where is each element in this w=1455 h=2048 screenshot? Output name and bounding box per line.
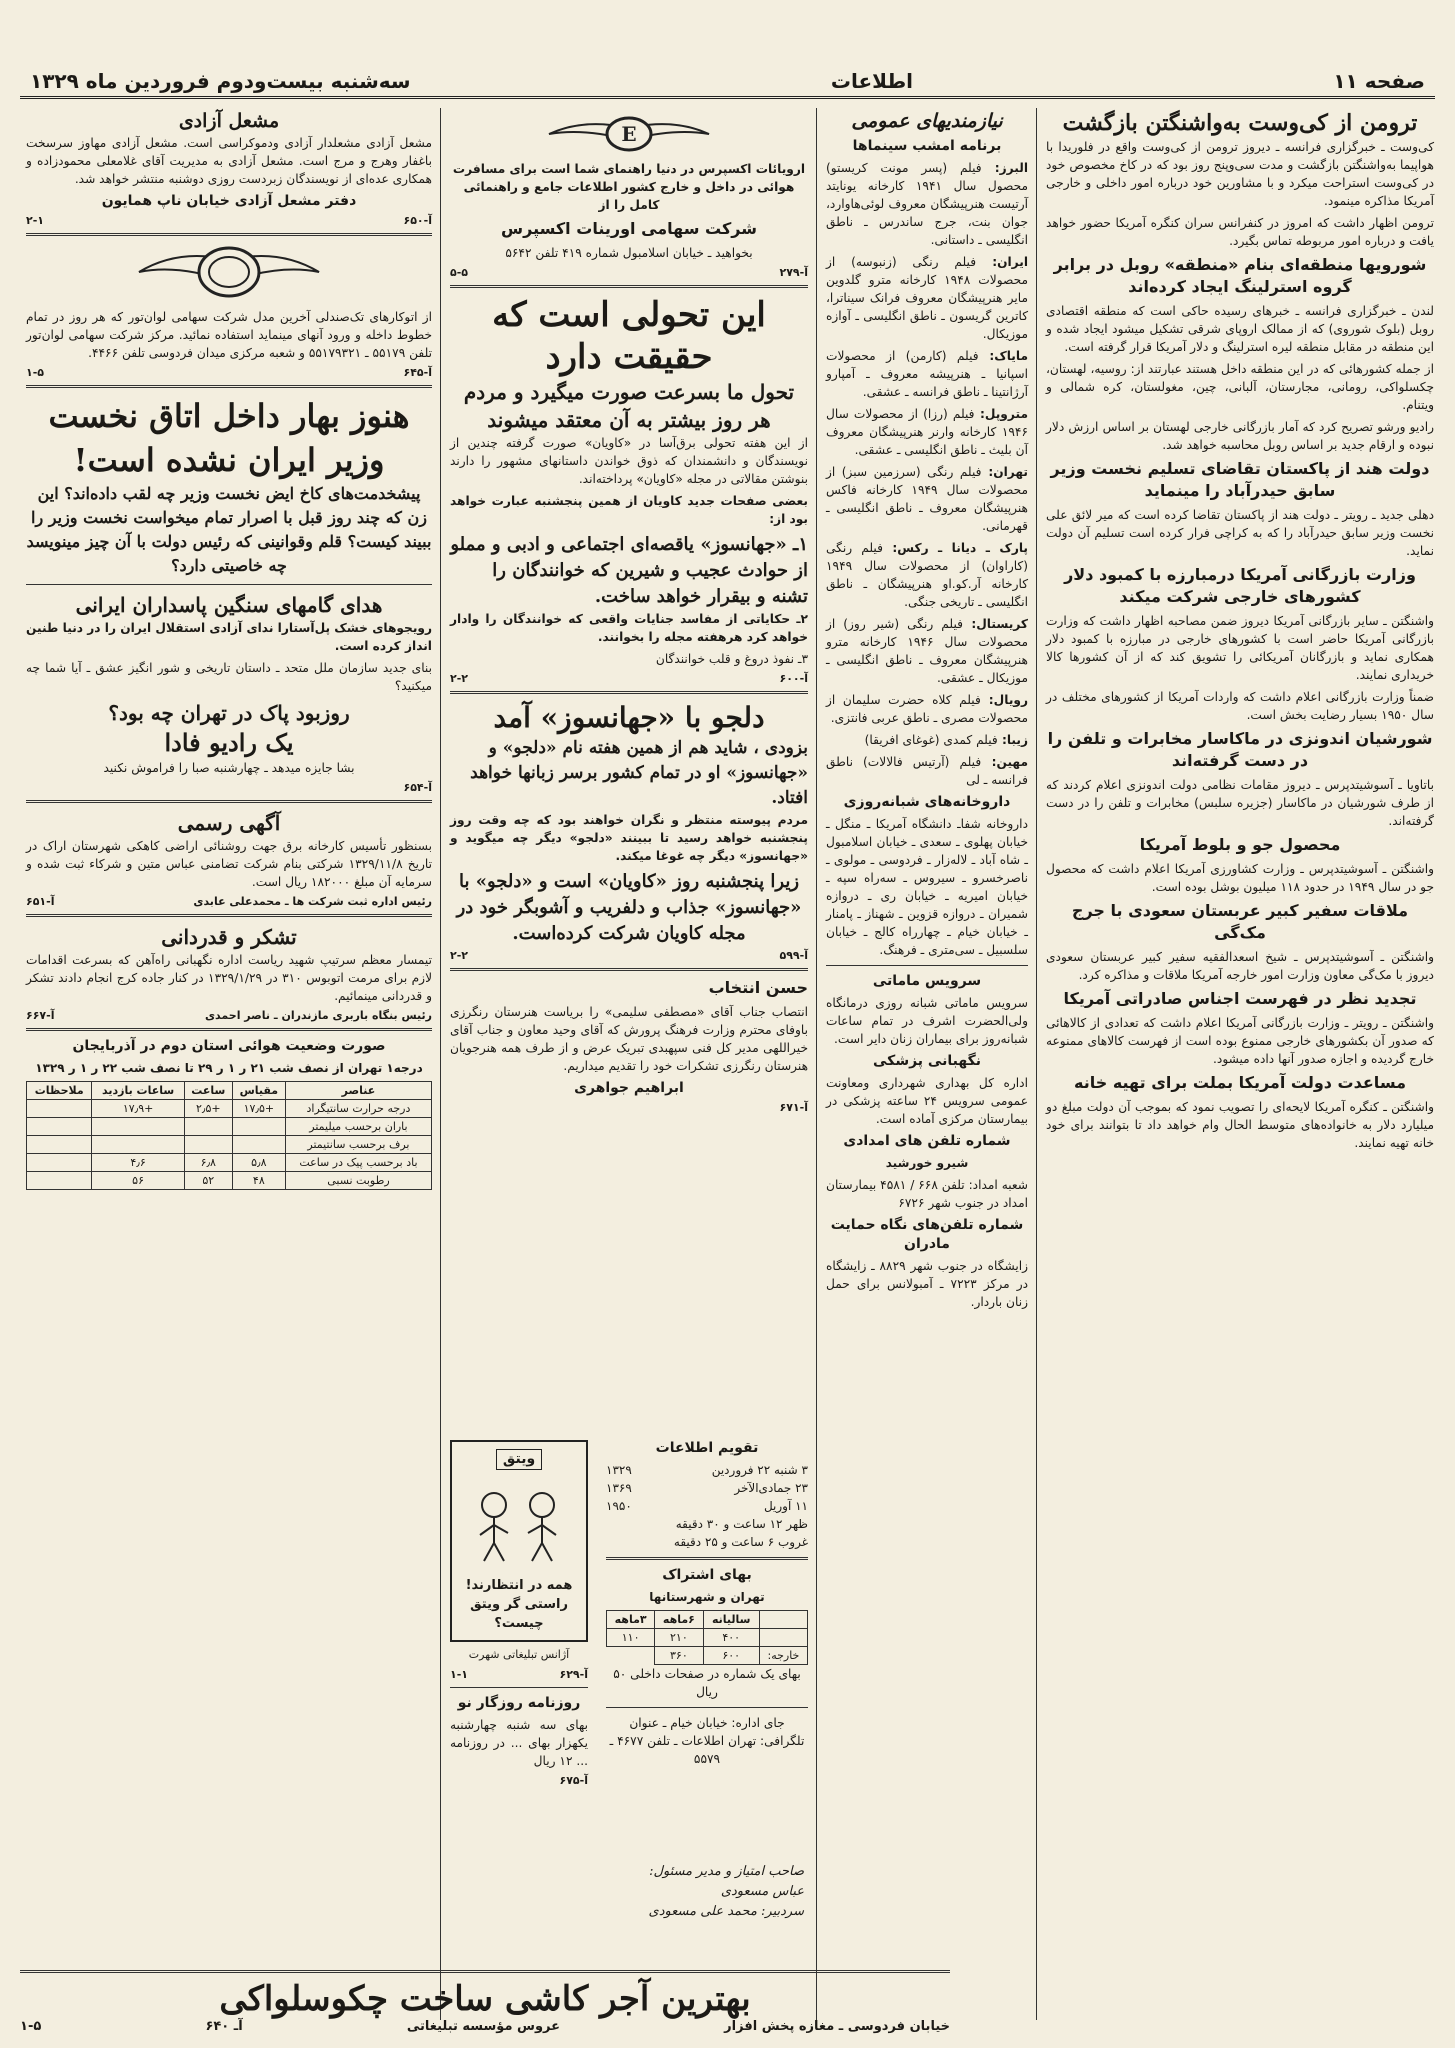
publisher-line: صاحب امتیاز و مدیر مسئول: عباس مسعودی — [649, 1864, 804, 1899]
column-rule — [1036, 108, 1037, 2020]
weather-row — [27, 1136, 432, 1154]
mashal-text: مشعل آزادی مشعلدار آزادی ودموکراسی است. مشعل آزادی مهاوز سرسخت باغفار وهرج و مرج است. مشعل آزادی به مدیریت آقای غلامعلی محمودزاده و همکاری عده‌ای از نویسندگان زبردست روزی دوشنبه منتشر خواهد شد. — [26, 136, 432, 186]
cartoon-box — [444, 1436, 594, 2020]
calendar-cell: ظهر ۱۲ ساعت و ۳۰ دقیقه — [675, 1517, 808, 1531]
airline-company: شرکت سهامی اورینات اکسپرس — [501, 219, 757, 238]
ad-code: ۲-۲ ۵۹۹-آ — [450, 949, 808, 962]
rosewood-headline: روزبود پاک در تهران چه بود؟ — [108, 701, 350, 725]
thanks-title: تشکر و قدردانی — [161, 925, 297, 949]
weather-cell — [184, 1118, 232, 1136]
weather-cell: +۱۷٫۵ — [232, 1100, 285, 1118]
cinema-name: مهین: — [981, 755, 1029, 769]
kavian-text: از این هفته تحولی برق‌آسا در «کاویان» صورت گرفته چندین از نویسندگان و دانشمندان که ذوق خواندن داستانهای مشهور را دارند بنوشتن مقالاتی در مجله «کاویان» پرداخته‌اند. — [450, 436, 808, 486]
cartoon-agency: آژانس تبلیغاتی شهرت — [468, 1648, 570, 1661]
article-title: تجدید نظر در فهرست اجناس صادراتی آمریکا — [1063, 989, 1417, 1008]
calendar-cell: ۱۳۲۹ — [606, 1463, 632, 1477]
article-text: دهلی جدید ـ رویتر ـ دولت هند از پاکستان تقاضا کرده است که میر لائق علی نخست وزیر سابق حیدرآباد را که به کراچی فرار کرده است تسلیم آن دولت نماید. — [1046, 508, 1434, 558]
tile-ad-footer — [20, 2019, 950, 2034]
health-title: نگهبانی پزشکی — [873, 1053, 981, 1069]
page-number: صفحه ۱۱ — [1333, 69, 1425, 93]
classifieds-column — [820, 108, 1034, 2020]
voice-text: رویجوهای خشک پل‌آستارا ندای آزادی استقلال ایران را در دنیا طنین انداز کرده است. — [26, 621, 432, 653]
section-title: نیازمندیهای عمومی — [851, 110, 1003, 132]
article-text: از جمله کشورهائی که در این منطقه داخل هستند عبارتند از: روسیه، لهستان، چکسلواکی، رومانی، مجارستان، آلبانی، چین، مغولستان، کره شمالی و ویتنام. — [1046, 362, 1434, 412]
lavantour-text: از اتوکارهای تک‌صندلی آخرین مدل شرکت سهامی لوان‌تور که هر روز در تمام خطوط داخله و ورود آنهای مینماید استفاده نمائید. مرکز شرکت سهامی لوان‌تور تلفن ۵۵۱۷۹ ـ ۵۵۱۷۹۳۲۱ و شعبه مرکزی میدان فردوسی تلفن ۴۴۶۶. — [26, 310, 432, 360]
cinema-name: تهران: — [981, 465, 1028, 479]
subscription-header-cell: ۳ماهه — [607, 1611, 655, 1629]
subscription-table — [606, 1610, 808, 1665]
thanks-text: تیمسار معظم سرتیپ شهید ریاست اداره نگهبانی راه‌آهن که بسرعت اقدامات لازم برای مرمت اتوبوس ۳۱۰ در ۱۳۲۹/۱/۲۹ در کنار جاده کرج انجام دادند تشکر و قدردانی مینمائیم. — [26, 953, 433, 1003]
subscription-subtitle: تهران و شهرستانها — [649, 1590, 765, 1604]
weather-header-cell: عناصر — [285, 1082, 431, 1100]
section-subtitle: برنامه امشب سینماها — [852, 138, 1002, 154]
cinema-entry — [826, 159, 1028, 249]
weather-table — [26, 1081, 432, 1190]
publisher-box — [620, 1862, 810, 1962]
calendar-row — [606, 1497, 808, 1515]
cinema-entry — [826, 753, 1028, 789]
calendar-cell: ۱۹۵۰ — [606, 1499, 632, 1513]
weather-body — [27, 1100, 432, 1190]
airline-address: بخواهید ـ خیابان اسلامبول شماره ۴۱۹ تلفن ۵۶۴۲ — [505, 246, 753, 260]
kavian-item: ۱ـ «جهانسوز» یاقصه‌ای اجتماعی و ادبی و مملو از حوادث عجیب و شیرین که خوانندگان را تشنه و بیقرار خواهد ساخت. — [450, 534, 808, 607]
weather-cell — [27, 1118, 92, 1136]
page-header — [20, 66, 1435, 99]
weather-cell: باران برحسب میلیمتر — [285, 1118, 431, 1136]
editor-line: سردبیر: محمد علی مسعودی — [648, 1904, 804, 1919]
subscription-cell: ۱۱۰ — [607, 1629, 655, 1647]
notice-title: آگهی رسمی — [177, 811, 281, 835]
election-sign: ابراهیم جواهری — [574, 1080, 684, 1096]
article-title: ملاقات سفیر کبیر عربستان سعودی با جرج مک‌گی — [1071, 901, 1409, 942]
ad-code: ۶۵۴-آ — [403, 781, 432, 794]
weather-cell — [27, 1100, 92, 1118]
paper-name: اطلاعات — [830, 69, 914, 93]
tile-ad-agency: عروس مؤسسه تبلیغاتی — [406, 2019, 561, 2034]
tile-ad-headline: بهترین آجر کاشی ساخت چکوسلواکی — [219, 1979, 751, 2019]
cinema-desc: فیلم (پسر مونت کریستو) محصول سال ۱۹۴۱ کارخانه یونایتد آرتیست هنرپیشگان معروف لوئی‌هاوارد، جوان بنت، جرج ساندرس ـ ناطق انگلیسی ـ داستانی. — [826, 161, 1028, 247]
election-text: انتصاب جناب آقای «مصطفی سلیمی» را بریاست هنرستان رنگرزی باوفای محترم وزارت فرهنگ پرورش که آقای وحید معاون و جناب آقای خیراللهی مدیر کل فنی سپهبدی تبریک عرض و از طرف همه هنرجویان هنرستان رنگرزی تشکرات خود را تقدیم میداریم. — [450, 1005, 808, 1073]
phone-title: شماره تلفن‌های نگاه حمایت مادران — [830, 1217, 1024, 1252]
cinema-desc: فیلم رنگی (سرزمین سبز) از محصولات سال ۱۹۴۹ کارخانه فاکس هنرپیشگان معروف ـ ناطق انگلیسی ـ قهرمانی. — [826, 465, 1029, 533]
cinema-desc: فیلم کمدی (غوغای افریقا) — [864, 733, 998, 747]
svg-text:E: E — [621, 122, 637, 146]
calendar-cell: غروب ۶ ساعت و ۲۵ دقیقه — [673, 1535, 808, 1549]
calendar-row — [606, 1461, 808, 1479]
ad-code: ۶۷۵-آ — [559, 1774, 588, 1787]
notice-text: بسنظور تأسیس کارخانه برق جهت روشنائی اراضی کاهکی شهرستان اراک در تاریخ ۱۳۲۹/۱۱/۸ شرکتی بنام شرکت تضامنی عباس متین و شرکاء ثبت شده و سرمایه آن مبلغ ۱۸۲۰۰۰ ریال است. — [26, 839, 433, 889]
phone-title: شماره تلفن های امدادی — [843, 1133, 1011, 1149]
calendar-title: تقویم اطلاعات — [655, 1440, 759, 1456]
dalju-text: بزودی ، شاید هم از همین هفته نام «دلجو» و «جهانسوز» او در تمام کشور برسر زبانها خواهد افتاد. — [470, 738, 808, 808]
weather-cell: ۴٫۶ — [92, 1154, 184, 1172]
weather-subtitle: درجه۱ تهران از نصف شب ۲۱ ر ۱ ر ۲۹ تا نصف شب ۲۲ ر ۱ ر ۱۳۲۹ — [35, 1061, 423, 1075]
service-text: سرویس ماماتی شبانه روزی درمانگاه ولی‌الحضرت اشرف در تمام ساعات شبانه‌روز برای بیماران زنان دایر است. — [826, 996, 1028, 1046]
tile-ad-code: آـ ۶۴۰ — [205, 2019, 243, 2034]
subscription-cell: ۶۰۰ — [703, 1647, 759, 1665]
airline-logo — [450, 114, 808, 154]
calendar-cell: ۲۳ جمادی‌الآخر — [734, 1481, 808, 1495]
calendar-cell: ۱۳۶۹ — [606, 1481, 632, 1495]
kavian-item: ۲ـ حکایاتی از مفاسد جنایات واقعی که خوانندگان را وادار خواهد کرد هرهفته مجله را بخوانند. — [450, 612, 808, 644]
weather-header-cell: ساعت — [184, 1082, 232, 1100]
weather-cell: برف برحسب سانتیمتر — [285, 1136, 431, 1154]
article-title: وزارت بازرگانی آمریکا درمبارزه با کمبود دلار کشورهای خارجی شرکت میکند — [1064, 565, 1416, 606]
weekly-title: روزنامه روزگار نو — [457, 1695, 581, 1711]
column-rule — [440, 108, 441, 2020]
mashal-title: مشعل آزادی — [178, 110, 280, 132]
cinema-entry — [826, 691, 1028, 727]
ad-code: ۶۶۷-آ رئیس بنگاه باربری مازندران ـ ناصر احمدی — [26, 1009, 432, 1022]
lavantour-logo — [26, 242, 432, 302]
article-text: واشنگتن ـ سایر بازرگانی آمریکا دیروز ضمن مصاحبه اظهار داشت که وزارت بازرگانی آمریکا حاضر است با کشورهای خارجی در مبارزه با کمبود دلار همکاری نماید و بازرگانان آمریکائی را تشویق کند که از آن کشورها کالا خریداری نمایند. — [1046, 614, 1434, 682]
calendar-cell: ۳ شنبه ۲۲ فروردین — [711, 1463, 808, 1477]
dalju-text: زیرا پنجشنبه روز «کاویان» است و «دلجو» با «جهانسوز» جذاب و دلفریب و آشوبگر خود در مجله کاویان شرکت کرده‌است. — [456, 871, 802, 944]
weather-cell: رطوبت نسبی — [285, 1172, 431, 1190]
cartoon-ad — [450, 1440, 588, 1642]
cinema-desc: فیلم (آرتیس فالالات) ناطق فرانسه ـ لی — [826, 755, 1028, 787]
cinema-name: زیبا: — [997, 733, 1028, 747]
subscription-cell: ۳۶۰ — [655, 1647, 703, 1665]
subscription-title: بهای اشتراک — [662, 1567, 752, 1583]
article-text: واشنگتن ـ کنگره آمریکا لایحه‌ای را تصویب نمود که بموجب آن دولت مبلغ دو میلیارد دلار به خانواده‌های متوسط الحال وام خواهد داد تا بتوانند برای خود خانه تهیه نمایند. — [1046, 1100, 1434, 1150]
cartoon-title: ویتق — [496, 1449, 542, 1470]
cinema-name: مایاک: — [978, 349, 1028, 363]
cinema-entry — [826, 463, 1028, 535]
weather-cell: ۵٫۸ — [232, 1154, 285, 1172]
kavian-subheadline: تحول ما بسرعت صورت میگیرد و مردم هر روز بیشتر به آن معتقد میشوند — [463, 380, 795, 432]
cinema-name: پارک ـ دیانا ـ رکس: — [882, 541, 1028, 555]
dalju-title: دلجو با «جهانسوز» آمد — [493, 701, 765, 734]
ad-code: ۱-۱ ۶۲۹-آ — [450, 1668, 588, 1681]
article-text: واشنگتن ـ آسوشیتدپرس ـ شیخ اسعدالفقیه سفیر کبیر عربستان سعودی دیروز با مک‌گی معاون وزارت امور خارجه آمریکا ملاقات و مذاکره کرد. — [1046, 950, 1434, 982]
weather-cell — [184, 1136, 232, 1154]
article-title: محصول جو و بلوط آمریکا — [1139, 835, 1341, 854]
article-title: شورویها منطقه‌ای بنام «منطقه» روبل در برابر گروه استرلینگ ایجاد کرده‌اند — [1053, 255, 1427, 296]
cinema-name: کریستال: — [962, 617, 1028, 631]
dalju-text: مردم پیوسته منتظر و نگران خواهند بود که چه وقت روز پنجشنبه خواهد رسید تا ببینند «دلجو» دیگر چه میگوید و «جهانسوز» دیگر چه غوغا میکند. — [450, 813, 808, 863]
cinema-desc: فیلم (کارمن) از محصولات اسپانیا ـ هنرپیشه معروف ـ آمپارو آرژانتینا ـ ناطق فرانسه ـ عشقی. — [826, 349, 1028, 399]
subscription-header — [607, 1611, 808, 1629]
weather-cell: درجه حرارت سانتیگراد — [285, 1100, 431, 1118]
calendar-row — [606, 1479, 808, 1497]
calendar-cell: ۱۱ آوریل — [763, 1499, 808, 1513]
tile-ad-address: خیابان فردوسی ـ مغازه پخش افزار — [724, 2019, 950, 2034]
phone-subtitle: شیرو خورشید — [885, 1156, 969, 1170]
column-rule — [816, 108, 817, 2020]
weather-row — [27, 1100, 432, 1118]
weather-row — [27, 1172, 432, 1190]
radio-title: یک رادیو فادا — [164, 728, 294, 757]
weather-cell: +۲٫۵ — [184, 1100, 232, 1118]
article-title: شورشیان اندونزی در ماکاسار مخابرات و تلفن را در دست گرفته‌اند — [1047, 729, 1433, 770]
cinema-name: ایران: — [976, 255, 1028, 269]
radio-text: بشا جایزه میدهد ـ چهارشنبه صبا را فراموش نکنید — [103, 761, 355, 775]
article-title: مساعدت دولت آمریکا بملت برای تهیه خانه — [1074, 1073, 1406, 1092]
article-text: واشنگتن ـ آسوشیتدپرس ـ وزارت کشاورزی آمریکا اعلام داشت که محصول جو در سال ۱۹۴۹ در حدود ۱۱۸ میلیون بوشل بوده است. — [1046, 862, 1434, 894]
weather-cell — [27, 1136, 92, 1154]
weather-cell: ۵۲ — [184, 1172, 232, 1190]
subscription-header-cell — [759, 1611, 807, 1629]
subscription-row — [607, 1647, 808, 1665]
weather-header-cell: مقیاس — [232, 1082, 285, 1100]
spring-headline: هنوز بهار داخل اتاق نخست وزیر ایران نشده است! — [48, 397, 410, 479]
subscription-cell: ۴۰۰ — [703, 1629, 759, 1647]
subscription-cell — [759, 1629, 807, 1647]
issue-date: سه‌شنبه بیست‌ودوم فروردین ماه ۱۳۲۹ — [30, 69, 411, 93]
weather-cell: باد برحسب پیک در ساعت — [285, 1154, 431, 1172]
ad-code: ۶۵۱-آ رئیس اداره ثبت شرکت ها ـ محمدعلی عابدی — [26, 895, 432, 908]
cinema-entry — [826, 405, 1028, 459]
ad-code: ۲-۱ ۶۵۰-آ — [26, 214, 432, 227]
cinema-desc: فیلم رنگی (کاراوان) از محصولات سال ۱۹۴۹ کارخانه آر.کو.او هنرپیشگان ـ ناطق انگلیسی ـ تاریخی جنگی. — [826, 541, 1028, 609]
tile-ad-code: ۱-۵ — [20, 2019, 42, 2034]
weather-header-cell: ساعات بازدید — [92, 1082, 184, 1100]
service-title: سرویس ماماتی — [872, 973, 982, 989]
article-text: ترومن اظهار داشت که امروز در کنفرانس سران کنگره آمریکا حضور خواهد یافت و درباره امور مربوطه تماس بگیرد. — [1046, 216, 1434, 248]
single-issue-price: بهای یک شماره در صفحات داخلی ۵۰ ریال — [613, 1667, 801, 1699]
calendar-row — [606, 1533, 808, 1551]
voice-headline: هدای گامهای سنگین پاسداران ایرانی — [75, 593, 383, 617]
cinema-desc: فیلم (رزا) از محصولات سال ۱۹۴۶ کارخانه وارنر هنرپیشگان معروف آن بلیث ـ ناطق انگلیسی ـ عشقی. — [826, 407, 1028, 457]
article-title: ترومن از کی‌وست به‌واشنگتن بازگشت — [1062, 110, 1418, 136]
article-text: ضمناً وزارت بازرگانی اعلام داشت که واردات آمریکا از کشورهای مختلف در سال ۱۹۵۰ بسیار رضایت بخش است. — [1046, 690, 1434, 722]
weather-cell: ۵۶ — [92, 1172, 184, 1190]
weather-row — [27, 1118, 432, 1136]
health-text: اداره کل بهداری شهرداری ومعاونت عمومی سرویس ۲۴ ساعته پزشکی در بیمارستان مرکزی آماده است. — [826, 1076, 1028, 1126]
cinema-entry — [826, 731, 1028, 749]
calendar-rows — [606, 1461, 808, 1551]
article-title: دولت هند از پاکستان تقاضای تسلیم نخست وزیر سابق حیدرآباد را مینماید — [1050, 459, 1430, 500]
news-column — [1040, 108, 1440, 2020]
weather-row — [27, 1154, 432, 1172]
ad-code: ۲-۲ ۶۰۰-آ — [450, 672, 808, 685]
voice-text: بنای جدید سازمان ملل متحد ـ داستان تاریخی و شور انگیز عشق ـ آیا شما چه میکنید؟ — [26, 661, 432, 693]
ad-code: ۵-۵ ۲۷۹-آ — [450, 266, 808, 279]
tile-ad — [20, 1964, 950, 2044]
phone-text: شعبه امداد: تلفن ۶۶۸ / ۴۵۸۱ بیمارستان امداد در جنوب شهر ۶۷۲۶ — [826, 1178, 1028, 1210]
ads-column — [444, 108, 814, 1428]
cinema-name: البرز: — [981, 161, 1028, 175]
weekly-text: بهای سه شنبه چهارشنبه یکهزار بهای ... در روزنامه ... ۱۲ ریال — [450, 1718, 588, 1768]
article-text: رادیو ورشو تصریح کرد که آمار بازرگانی خارجی لهستان بر اساس ارزش دلار نبوده و ارقام جدید بر اساس روبل محاسبه خواهد شد. — [1046, 420, 1434, 452]
weather-header-cell: ملاحظات — [27, 1082, 92, 1100]
cinema-desc: فیلم کلاه حضرت سلیمان از محصولات مصری ـ ناطق عربی فانتزی. — [826, 693, 1028, 725]
weather-header — [27, 1082, 432, 1100]
cinema-entry — [826, 615, 1028, 687]
subscription-label: خارجه: — [759, 1647, 807, 1665]
winged-logo-icon — [544, 114, 714, 154]
election-title: حسن انتخاب — [708, 978, 808, 997]
weather-cell: ۴۸ — [232, 1172, 285, 1190]
weather-cell: ۶٫۸ — [184, 1154, 232, 1172]
winged-bus-logo-icon — [129, 242, 329, 302]
weather-cell: +۱۷٫۹ — [92, 1100, 184, 1118]
subscription-header-cell: سالیانه — [703, 1611, 759, 1629]
weather-cell — [232, 1136, 285, 1154]
cartoon-caption: همه در انتظارند! راستی گر ویتق چیست؟ — [465, 1578, 573, 1631]
pharmacy-title: داروخانه‌های شبانه‌روزی — [843, 794, 1011, 810]
cinema-name: متروپل: — [974, 407, 1028, 421]
ad-code: ۶۷۱-آ — [779, 1101, 808, 1114]
ad-code: ۱-۵ ۶۴۵-آ — [26, 366, 432, 379]
kavian-headline: این تحولی است که حقیقت دارد — [492, 295, 766, 377]
cinema-name: رویال: — [980, 693, 1028, 707]
airline-text: ارویائات اکسپرس در دنیا راهنمای شما است برای مسافرت هوائی در داخل و خارج کشور اطلاعات جامع و راهنمائی کامل را از — [452, 162, 806, 212]
subscription-cell: ۲۱۰ — [655, 1629, 703, 1647]
article-text: کی‌وست ـ خبرگزاری فرانسه ـ دیروز ترومن از کی‌وست واقع در فلوریدا با هواپیما به‌واشنگتن بازگشت و مدت سی‌وپنج روز بود که در کاخ مخصوص خود در کی‌وست استراحت میکرد و با مشاورین خود درباره امور داخلی و خارجی آمریکا مذاکره مینمود. — [1046, 140, 1434, 208]
spring-text: پیشخدمت‌های کاخ ایض نخست وزیر چه لقب داده‌اند؟ این زن که چند روز قبل با اصرار تمام میخواست نخست وزیر را ببیند کیست؟ قلم وقوانینی که رئیس دولت با آن چیز مینویسد چه خاصیتی دارد؟ — [26, 484, 432, 575]
cinema-entry — [826, 539, 1028, 611]
subscription-row — [607, 1629, 808, 1647]
weather-cell — [232, 1118, 285, 1136]
cinema-entry — [826, 253, 1028, 343]
office-address: جای اداره: خیابان خیام ـ عنوان تلگرافی: تهران اطلاعات ـ تلفن ۴۶۷۷ ـ ۵۵۷۹ — [609, 1716, 805, 1766]
cinema-list — [826, 159, 1028, 789]
article-text: لندن ـ خبرگزاری فرانسه ـ خبرهای رسیده حاکی است که منطقه اقتصادی روبل (بلوک شوروی) که از ممالک اروپای شرقی تشکیل میشود ایجاد شده و این منطقه در مقابل منطقه لیره استرلینگ و دلار آمریکا قرار گرفته است. — [1046, 304, 1434, 354]
article-text: باتاویا ـ آسوشیتدپرس ـ دیروز مقامات نظامی دولت اندونزی اعلام کردند که از طرف شورشیان در ماکاسار (جزیره سلبس) مخابرات و تلفن را در دست گرفته‌اند. — [1046, 778, 1434, 828]
weather-cell — [92, 1118, 184, 1136]
weather-title: صورت وضعیت هوائی استان دوم در آذربایجان — [72, 1038, 386, 1054]
cartoon-figures-icon — [464, 1483, 574, 1563]
weather-cell — [27, 1172, 92, 1190]
weather-cell — [92, 1136, 184, 1154]
cinema-desc: فیلم رنگی (شیر روز) از محصولات سال ۱۹۴۶ کارخانه مترو هنرپیشگان معروف ـ ناطق انگلیسی ـ موزیکال ـ عشقی. — [826, 617, 1029, 685]
mashal-address: دفتر مشعل آزادی خیابان ناپ همایون — [101, 193, 357, 209]
pharmacy-text: داروخانه شفاـ دانشگاه آمریکا ـ منگل ـ خیابان پهلوی ـ سعدی ـ خیابان اسلامبول ـ شاه آباد ـ لاله‌زار ـ فردوسی ـ مولوی ـ ناصرخسرو ـ سیروس ـ سه‌راه سپه ـ خیابان امیریه ـ خیابان ری ـ دروازه شمیران ـ دروازه قزوین ـ شهناز ـ پامنار ـ خیابان خیام ـ چهارراه کالج ـ خیابان سلسبیل ـ سی‌متری ـ فرهنگ. — [826, 817, 1028, 957]
cinema-desc: فیلم رنگی (زنبوسه) از محصولات ۱۹۴۸ کارخانه مترو گلدوین مایر هنرپیشگان معروف فرانک سیناترا، کاترین گریسون ـ ناطق انگلیسی ـ آوازه موزیکال. — [826, 255, 1028, 341]
subscription-header-cell: ۶ماهه — [655, 1611, 703, 1629]
left-ads-column — [20, 108, 438, 1928]
phone-text: زایشگاه در جنوب شهر ۸۸۲۹ ـ زایشگاه در مرکز ۷۲۲۳ ـ آمبولانس برای حمل زنان باردار. — [826, 1259, 1029, 1309]
weather-cell — [27, 1154, 92, 1172]
article-text: واشنگتن ـ رویتر ـ وزارت بازرگانی آمریکا اعلام داشت که تعدادی از کالاهائی که صدور آن بکشورهای خارجی ممنوع بوده است از فهرست کالاهای ممنوعه خارج گردیده و اجازه صدور آنها داده میشود. — [1046, 1016, 1434, 1066]
kavian-text: بعضی صفحات جدید کاویان از همین پنجشنبه عبارت خواهد بود از: — [450, 494, 808, 526]
kavian-item: ۳ـ نفوذ دروغ و قلب خوانندگان — [655, 652, 808, 666]
cinema-entry — [826, 347, 1028, 401]
calendar-row — [606, 1515, 808, 1533]
